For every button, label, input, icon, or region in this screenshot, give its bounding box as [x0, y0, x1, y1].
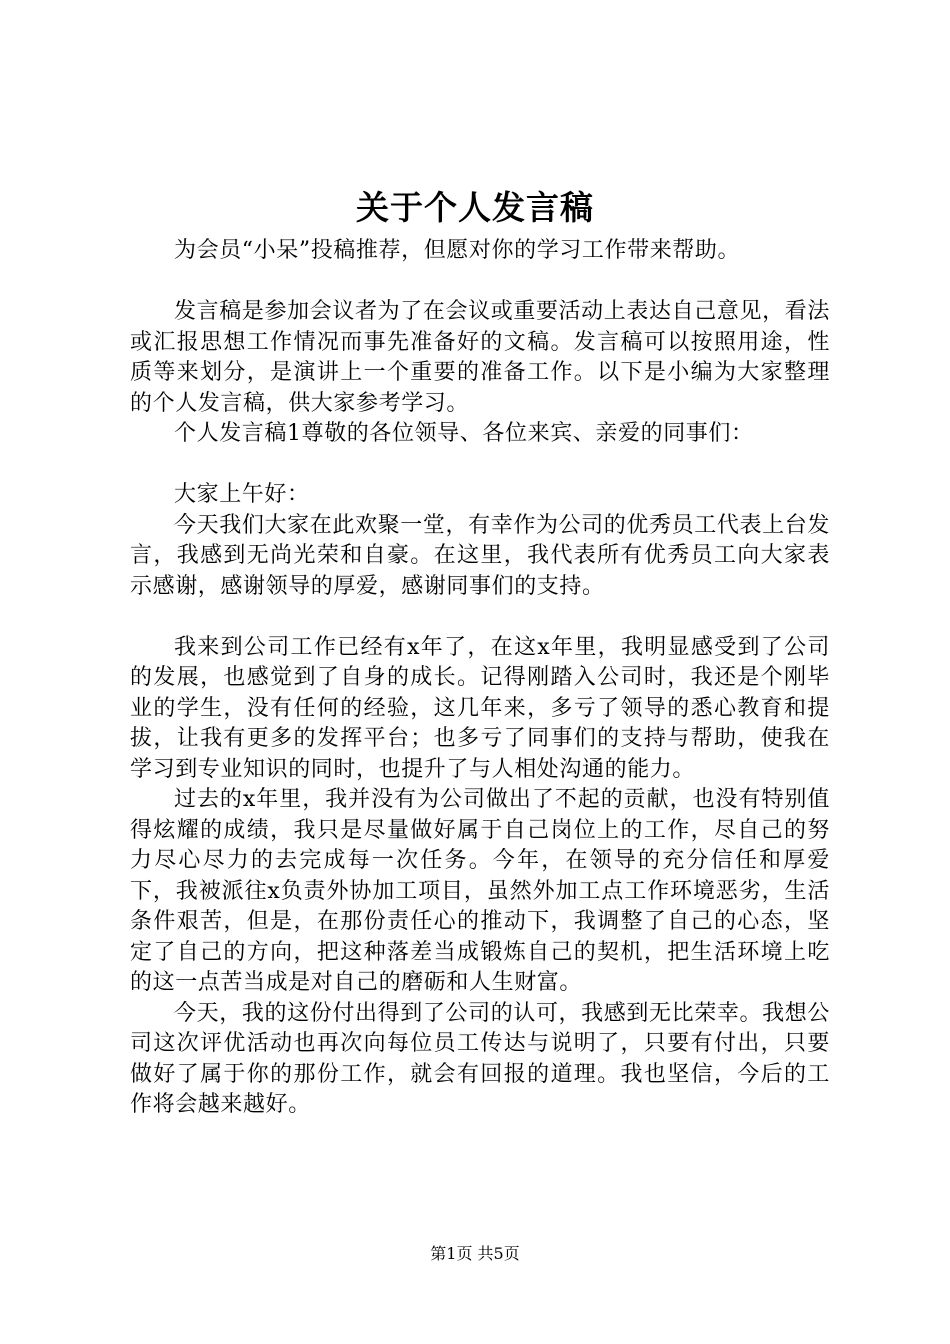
speech-heading-paragraph: 个人发言稿1尊敬的各位领导、各位来宾、亲爱的同事们： — [174, 421, 754, 446]
page-number-footer: 第1页 共5页 — [430, 1244, 520, 1263]
body-paragraph: 今天，我的这份付出得到了公司的认可，我感到无比荣幸。我想公司这次评优活动也再次向每位员工传达与说明了，只要有付出，只要做好了属于你的那份工作，就会有回报的道理。我也坚信，今后的工作将会越来越好。 — [130, 1000, 830, 1117]
paragraph-spacer — [130, 267, 830, 298]
body-paragraph: 今天我们大家在此欢聚一堂，有幸作为公司的优秀员工代表上台发言，我感到无尚光荣和自豪。在这里，我代表所有优秀员工向大家表示感谢，感谢领导的厚爱，感谢同事们的支持。 — [130, 512, 830, 599]
document-title: 关于个人发言稿 — [356, 188, 594, 227]
body-paragraph: 我来到公司工作已经有x年了，在这x年里，我明显感受到了公司的发展，也感觉到了自身的成长。记得刚踏入公司时，我还是个刚毕业的学生，没有任何的经验，这几年来，多亏了领导的悉心教育和提拔，让我有更多的发挥平台；也多亏了同事们的支持与帮助，使我在学习到专业知识的同时，也提升了与人相处沟通的能力。 — [130, 634, 830, 782]
paragraph-spacer — [130, 602, 830, 633]
definition-paragraph: 发言稿是参加会议者为了在会议或重要活动上表达自己意见，看法或汇报思想工作情况而事先准备好的文稿。发言稿可以按照用途，性质等来划分，是演讲上一个重要的准备工作。以下是小编为大家整理的个人发言稿，供大家参考学习。 — [130, 299, 830, 416]
intro-paragraph: 为会员“小呆”投稿推荐，但愿对你的学习工作带来帮助。 — [174, 238, 741, 263]
body-paragraph: 过去的x年里，我并没有为公司做出了不起的贡献，也没有特别值得炫耀的成绩，我只是尽量做好属于自己岗位上的工作，尽自己的努力尽心尽力的去完成每一次任务。今年，在领导的充分信任和厚爱下，我被派往x负责外协加工项目，虽然外加工点工作环境恶劣，生活条件艰苦，但是，在那份责任心的推动下，我调整了自己的心态，坚定了自己的方向，把这种落差当成锻炼自己的契机，把生活环境上吃的这一点苦当成是对自己的磨砺和人生财富。 — [130, 787, 830, 995]
greeting-paragraph: 大家上午好： — [174, 482, 310, 507]
document-body — [130, 236, 830, 1121]
paragraph-spacer — [130, 450, 830, 481]
